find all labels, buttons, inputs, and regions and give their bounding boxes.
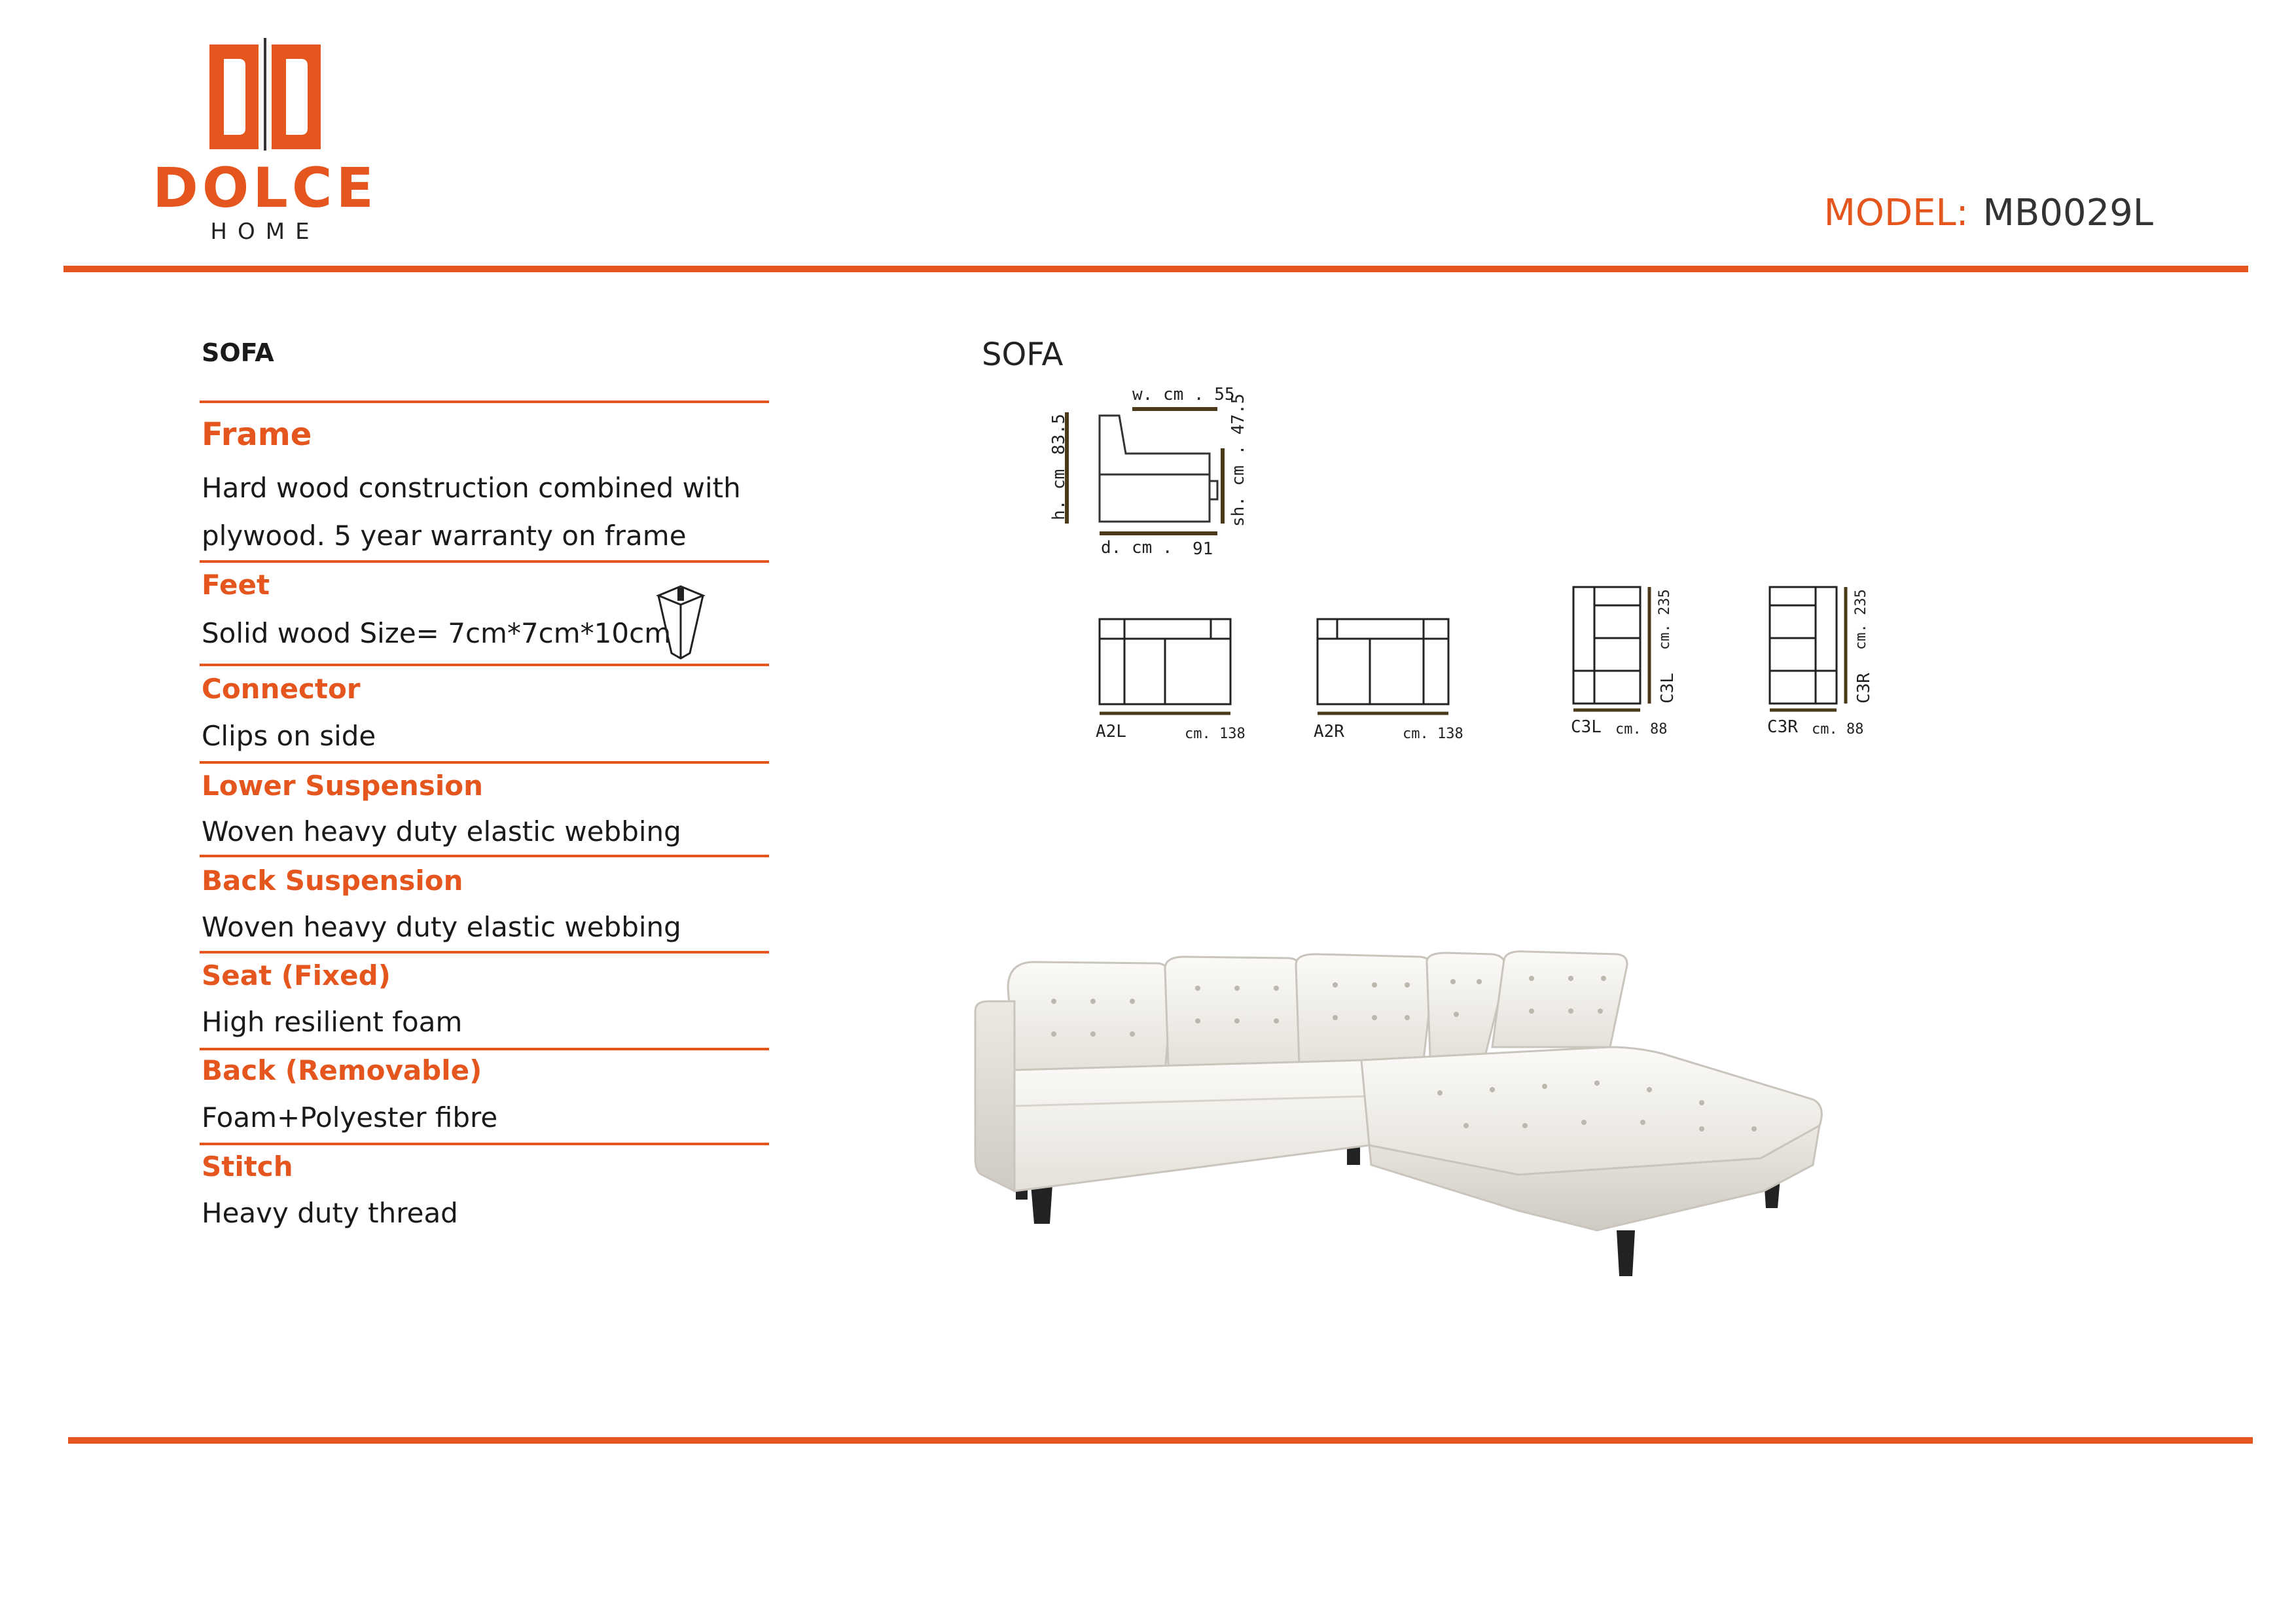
spec-divider (200, 761, 769, 764)
sofa-product-image (969, 949, 1846, 1289)
side-depth-value: 91 (1193, 539, 1213, 559)
module-a2l-diagram (1086, 609, 1257, 746)
back-heading: Back (Removable) (202, 1054, 482, 1086)
frame-heading: Frame (202, 416, 312, 453)
module-code: A2L (1096, 722, 1126, 741)
back-suspension-text: Woven heavy duty elastic webbing (202, 911, 681, 943)
side-width-label: w. cm . 55 (1132, 385, 1235, 404)
spec-title: SOFA (202, 338, 274, 367)
module-size: cm. 138 (1185, 726, 1246, 742)
lower-suspension-text: Woven heavy duty elastic webbing (202, 815, 681, 847)
side-height-value: 83.5 (1049, 414, 1069, 455)
spec-divider (200, 560, 769, 563)
frame-text-2: plywood. 5 year warranty on frame (202, 520, 687, 552)
connector-text: Clips on side (202, 720, 376, 752)
module-depth: cm. 235 (1853, 589, 1869, 650)
module-code: C3L (1571, 717, 1602, 737)
module-code-vertical: C3R (1854, 673, 1874, 704)
module-code: C3R (1767, 717, 1798, 737)
feet-text: Solid wood Size= 7cm*7cm*10cm (202, 617, 672, 649)
stitch-heading: Stitch (202, 1150, 293, 1183)
model-value: MB0029L (1982, 192, 2153, 234)
model-header (1823, 192, 2153, 234)
spec-divider (200, 1143, 769, 1145)
module-depth: cm. 235 (1657, 589, 1673, 650)
module-code-vertical: C3L (1658, 673, 1677, 704)
back-text: Foam+Polyester fibre (202, 1101, 498, 1133)
spec-divider (200, 855, 769, 857)
connector-heading: Connector (202, 673, 361, 705)
tapered-foot-icon (655, 582, 707, 661)
spec-divider (200, 951, 769, 954)
module-size: cm. 88 (1812, 721, 1864, 738)
footer-rule (68, 1437, 2253, 1444)
seat-text: High resilient foam (202, 1006, 463, 1038)
side-view-diagram (1047, 376, 1270, 566)
side-height-unit: h. cm (1049, 469, 1069, 520)
lower-suspension-heading: Lower Suspension (202, 770, 483, 802)
module-size: cm. 138 (1403, 726, 1463, 742)
frame-text-1: Hard wood construction combined with (202, 472, 741, 504)
module-c3r-diagram (1761, 579, 1892, 743)
model-label: MODEL: (1823, 192, 1969, 234)
back-suspension-heading: Back Suspension (202, 865, 463, 897)
spec-divider (200, 664, 769, 666)
spec-divider (200, 401, 769, 403)
module-a2r-diagram (1304, 609, 1475, 746)
feet-heading: Feet (202, 569, 270, 601)
stitch-text: Heavy duty thread (202, 1197, 458, 1229)
module-code: A2R (1314, 722, 1344, 741)
seat-heading: Seat (Fixed) (202, 959, 391, 991)
module-c3l-diagram (1564, 579, 1695, 743)
brand-subtitle: HOME (210, 219, 320, 245)
header-rule (63, 266, 2248, 272)
spec-divider (200, 1048, 769, 1050)
diagram-title: SOFA (982, 336, 1064, 373)
brand-name: DOLCE (152, 156, 378, 220)
module-size: cm. 88 (1615, 721, 1668, 738)
side-seat-height-label: sh. cm . 47.5 (1229, 393, 1248, 527)
side-depth-label: d. cm . (1101, 538, 1173, 558)
